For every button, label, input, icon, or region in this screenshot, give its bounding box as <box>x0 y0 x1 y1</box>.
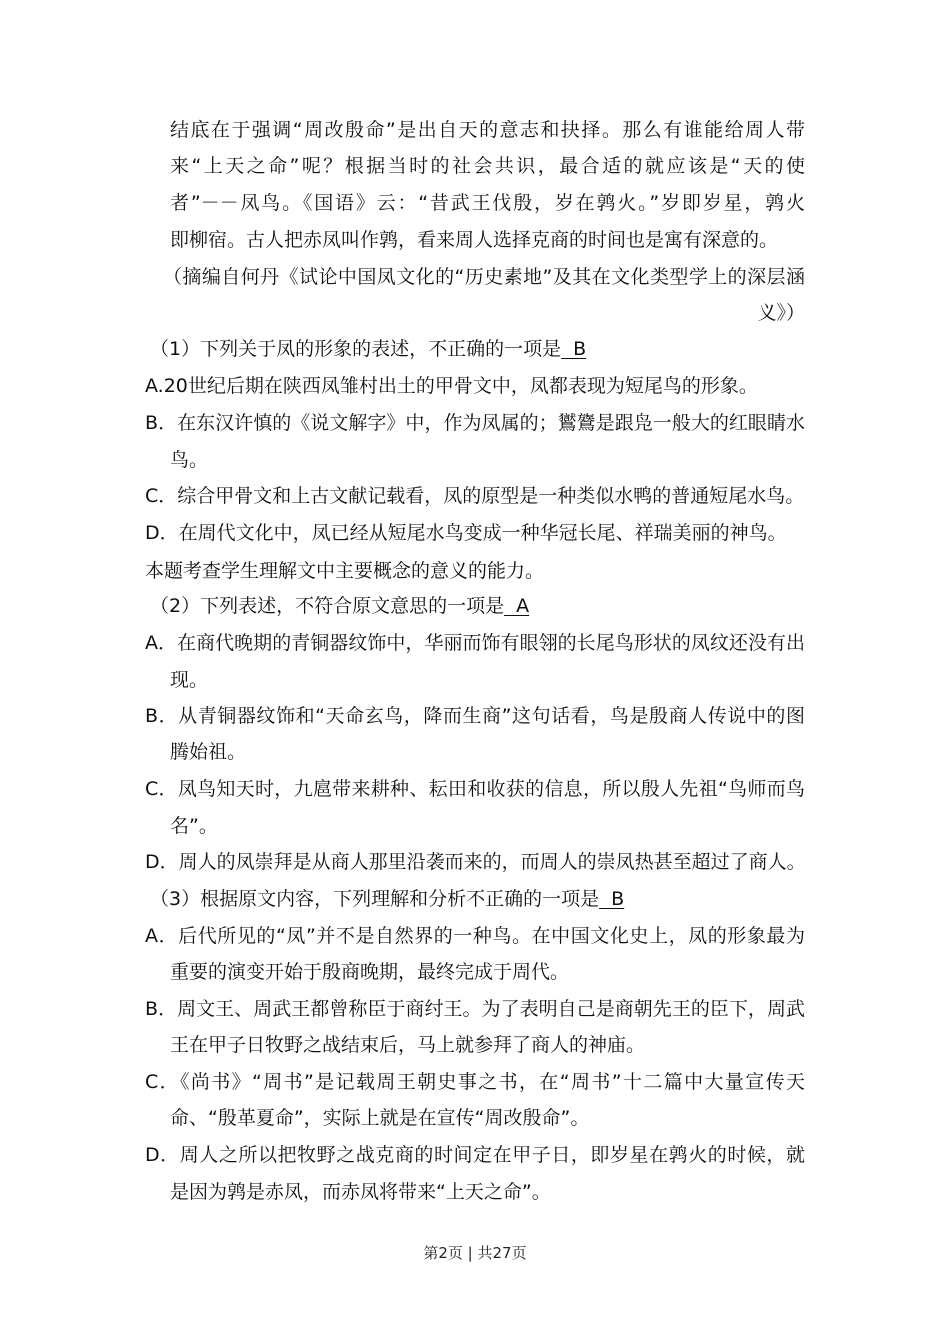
line-text: D．周人之所以把牧野之战克商的时间定在甲子日，即岁星在鹑火的时候，就 <box>145 1144 805 1166</box>
line-text: A．在商代晚期的青铜器纹饰中，华丽而饰有眼翎的长尾鸟形状的凤纹还没有出 <box>145 632 805 654</box>
text-line <box>757 301 805 325</box>
line-text: 鸟。 <box>170 449 209 471</box>
text-line <box>170 154 805 178</box>
line-text: A.20世纪后期在陕西凤雏村出土的甲骨文中，凤都表现为短尾鸟的形象。 <box>145 375 758 397</box>
text-line <box>170 1180 551 1204</box>
line-text: D．在周代文化中，凤已经从短尾水鸟变成一种华冠长尾、祥瑞美丽的神鸟。 <box>145 522 787 544</box>
text-line <box>145 850 806 874</box>
text-line <box>170 118 805 142</box>
line-text: C．凤鸟知天时，九扈带来耕种、耘田和收获的信息，所以殷人先祖“鸟师而鸟 <box>145 778 805 800</box>
text-line <box>170 228 778 252</box>
answer-blank: B <box>599 888 625 910</box>
line-text: 腾始祖。 <box>170 741 247 763</box>
line-text: （3）根据原文内容，下列理解和分析不正确的一项是 <box>150 888 600 910</box>
text-line <box>170 1033 645 1057</box>
line-text: （1）下列关于凤的形象的表述，不正确的一项是 <box>150 338 562 360</box>
line-text: A．后代所见的“凤”并不是自然界的一种鸟。在中国文化史上，凤的形象最为 <box>145 925 805 947</box>
line-text: （2）下列表述，不符合原文意思的一项是 <box>150 595 505 617</box>
text-line <box>170 1106 589 1130</box>
text-line <box>145 631 805 655</box>
line-text: （摘编自何丹《试论中国凤文化的“历史素地”及其在文化类型学上的深层涵 <box>163 266 805 288</box>
text-line <box>145 1070 805 1094</box>
line-text: B．从青铜器纹饰和“天命玄鸟，降而生商”这句话看，鸟是殷商人传说中的图 <box>145 705 805 727</box>
line-text: B．周文王、周武王都曾称臣于商纣王。为了表明自己是商朝先王的臣下，周武 <box>145 998 805 1020</box>
text-line <box>145 521 787 545</box>
text-line <box>145 484 804 508</box>
line-text: 本题考查学生理解文中主要概念的意义的能力。 <box>145 560 545 582</box>
line-text: C．综合甲骨文和上古文献记载看，凤的原型是一种类似水鸭的普通短尾水鸟。 <box>145 485 805 507</box>
page-footer: 第2页 | 共27页 <box>423 1244 527 1262</box>
text-line <box>145 704 805 728</box>
text-line <box>145 1143 805 1167</box>
text-line <box>145 777 805 801</box>
question-line <box>150 337 586 361</box>
text-line <box>170 814 218 838</box>
text-line <box>170 960 569 984</box>
answer-blank: A <box>504 595 530 617</box>
text-line <box>145 374 758 398</box>
line-text: 现。 <box>170 669 209 691</box>
line-text: 来“上天之命”呢？根据当时的社会共识，最合适的就应该是“天的使 <box>170 155 805 177</box>
line-text: 者”－－凤鸟。《国语》云：“昔武王伐殷，岁在鹑火。”岁即岁星，鹑火 <box>170 192 805 214</box>
line-text: 义》） <box>757 302 805 324</box>
line-text: 即柳宿。古人把赤凤叫作鹑，看来周人选择克商的时间也是寓有深意的。 <box>170 229 779 251</box>
line-text: 王在甲子日牧野之战结束后，马上就参拜了商人的神庙。 <box>170 1034 646 1056</box>
text-line <box>145 559 544 583</box>
line-text: 是因为鹑是赤凤，而赤凤将带来“上天之命”。 <box>170 1181 551 1203</box>
text-line <box>145 997 805 1021</box>
text-line <box>170 191 805 215</box>
question-line <box>150 594 529 618</box>
question-line <box>150 887 624 911</box>
answer-blank: B <box>561 338 587 360</box>
line-text: C．《尚书》“周书”是记载周王朝史事之书，在“周书”十二篇中大量宣传天 <box>145 1071 805 1093</box>
text-line <box>170 740 246 764</box>
text-line <box>170 668 208 692</box>
line-text: B．在东汉许慎的《说文解字》中，作为凤属的；鸑鷟是跟凫一般大的红眼睛水 <box>145 412 805 434</box>
text-line <box>145 924 805 948</box>
text-line <box>163 265 805 289</box>
line-text: 结底在于强调“周改殷命”是出自天的意志和抉择。那么有谁能给周人带 <box>170 119 805 141</box>
text-line <box>170 448 208 472</box>
line-text: 名”。 <box>170 815 218 837</box>
line-text: D．周人的凤崇拜是从商人那里沿袭而来的，而周人的崇凤热甚至超过了商人。 <box>145 851 806 873</box>
line-text: 重要的演变开始于殷商晚期，最终完成于周代。 <box>170 961 570 983</box>
text-line <box>145 411 805 435</box>
line-text: 命、“殷革夏命”，实际上就是在宣传“周改殷命”。 <box>170 1107 590 1129</box>
